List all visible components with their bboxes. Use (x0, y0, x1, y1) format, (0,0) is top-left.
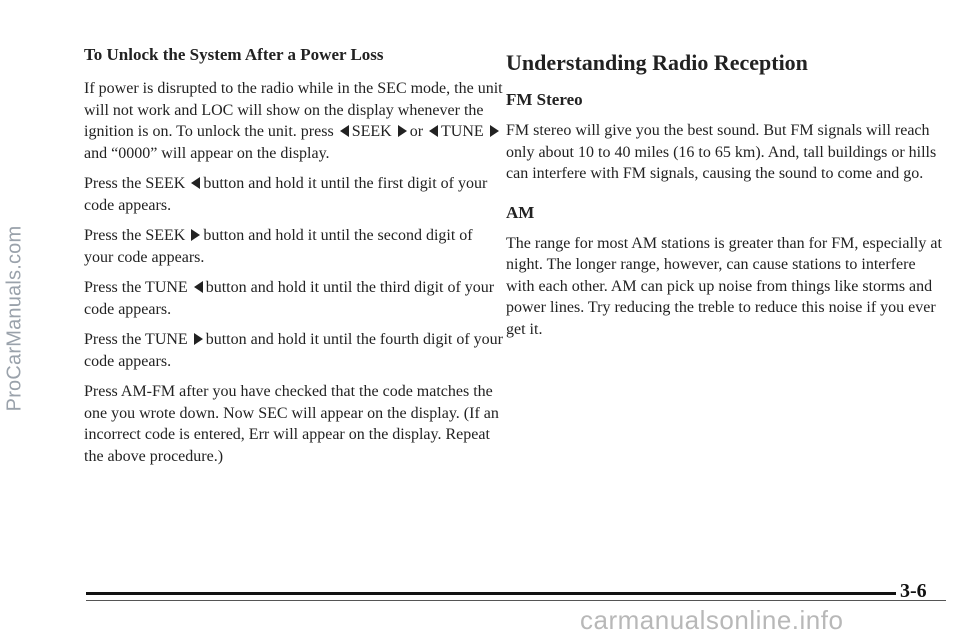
am-heading: AM (506, 202, 535, 222)
right-column (506, 44, 942, 356)
am-text: The range for most AM stations is greater than for FM, especially at night. The longer range, however, can cause stations to interfere with each other. AM can pick up noise from things like storms and power lines. Try reducing the treble to reduce this noise if you ever get it. (506, 234, 942, 338)
seek-left-arrow-icon (338, 123, 352, 140)
fm-stereo-text: FM stereo will give you the best sound. But FM signals will reach only about 10 to 40 miles (16 to 65 km). And, tall buildings or hills can interfere with FM signals, causing the sound to come and go. (506, 122, 937, 182)
footer-rule-thin (86, 600, 946, 601)
unlock-paragraph-1: If power is disrupted to the radio while in the SEC mode, the unit will not work and LOC will show on the display whenever the ignition is on. To unlock the unit. press SEEK or TUNE and “0000” will appear on the display. (84, 80, 503, 162)
right-arrow-icon (192, 331, 206, 348)
bottom-watermark: carmanualsonline.info (580, 605, 844, 635)
right-arrow-icon (189, 227, 203, 244)
unlock-heading: To Unlock the System After a Power Loss (84, 45, 384, 64)
tune-left-arrow-icon (427, 123, 441, 140)
left-arrow-icon (192, 279, 206, 296)
reception-heading: Understanding Radio Reception (506, 50, 808, 75)
side-watermark (2, 0, 28, 637)
unlock-paragraph-6: Press AM-FM after you have checked that the code matches the one you wrote down. Now SEC will appear on the display. (If an incorrect code is entered, Err will appear on the display. Repeat the above procedure.) (84, 383, 499, 465)
unlock-paragraph-2: Press the SEEK button and hold it until the first digit of your code appears. (84, 175, 488, 214)
unlock-paragraph-3: Press the SEEK button and hold it until the second digit of your code appears. (84, 227, 473, 266)
fm-stereo-heading: FM Stereo (506, 90, 583, 109)
side-watermark-text: ProCarManuals.com (3, 225, 26, 412)
seek-right-arrow-icon (396, 123, 410, 140)
footer-rule-thick (86, 592, 896, 595)
left-arrow-icon (189, 175, 203, 192)
left-column (84, 44, 504, 476)
unlock-paragraph-4: Press the TUNE button and hold it until the third digit of your code appears. (84, 279, 495, 318)
unlock-paragraph-5: Press the TUNE button and hold it until the fourth digit of your code appears. (84, 331, 504, 370)
tune-right-arrow-icon (488, 123, 502, 140)
page-number: 3-6 (900, 580, 927, 602)
